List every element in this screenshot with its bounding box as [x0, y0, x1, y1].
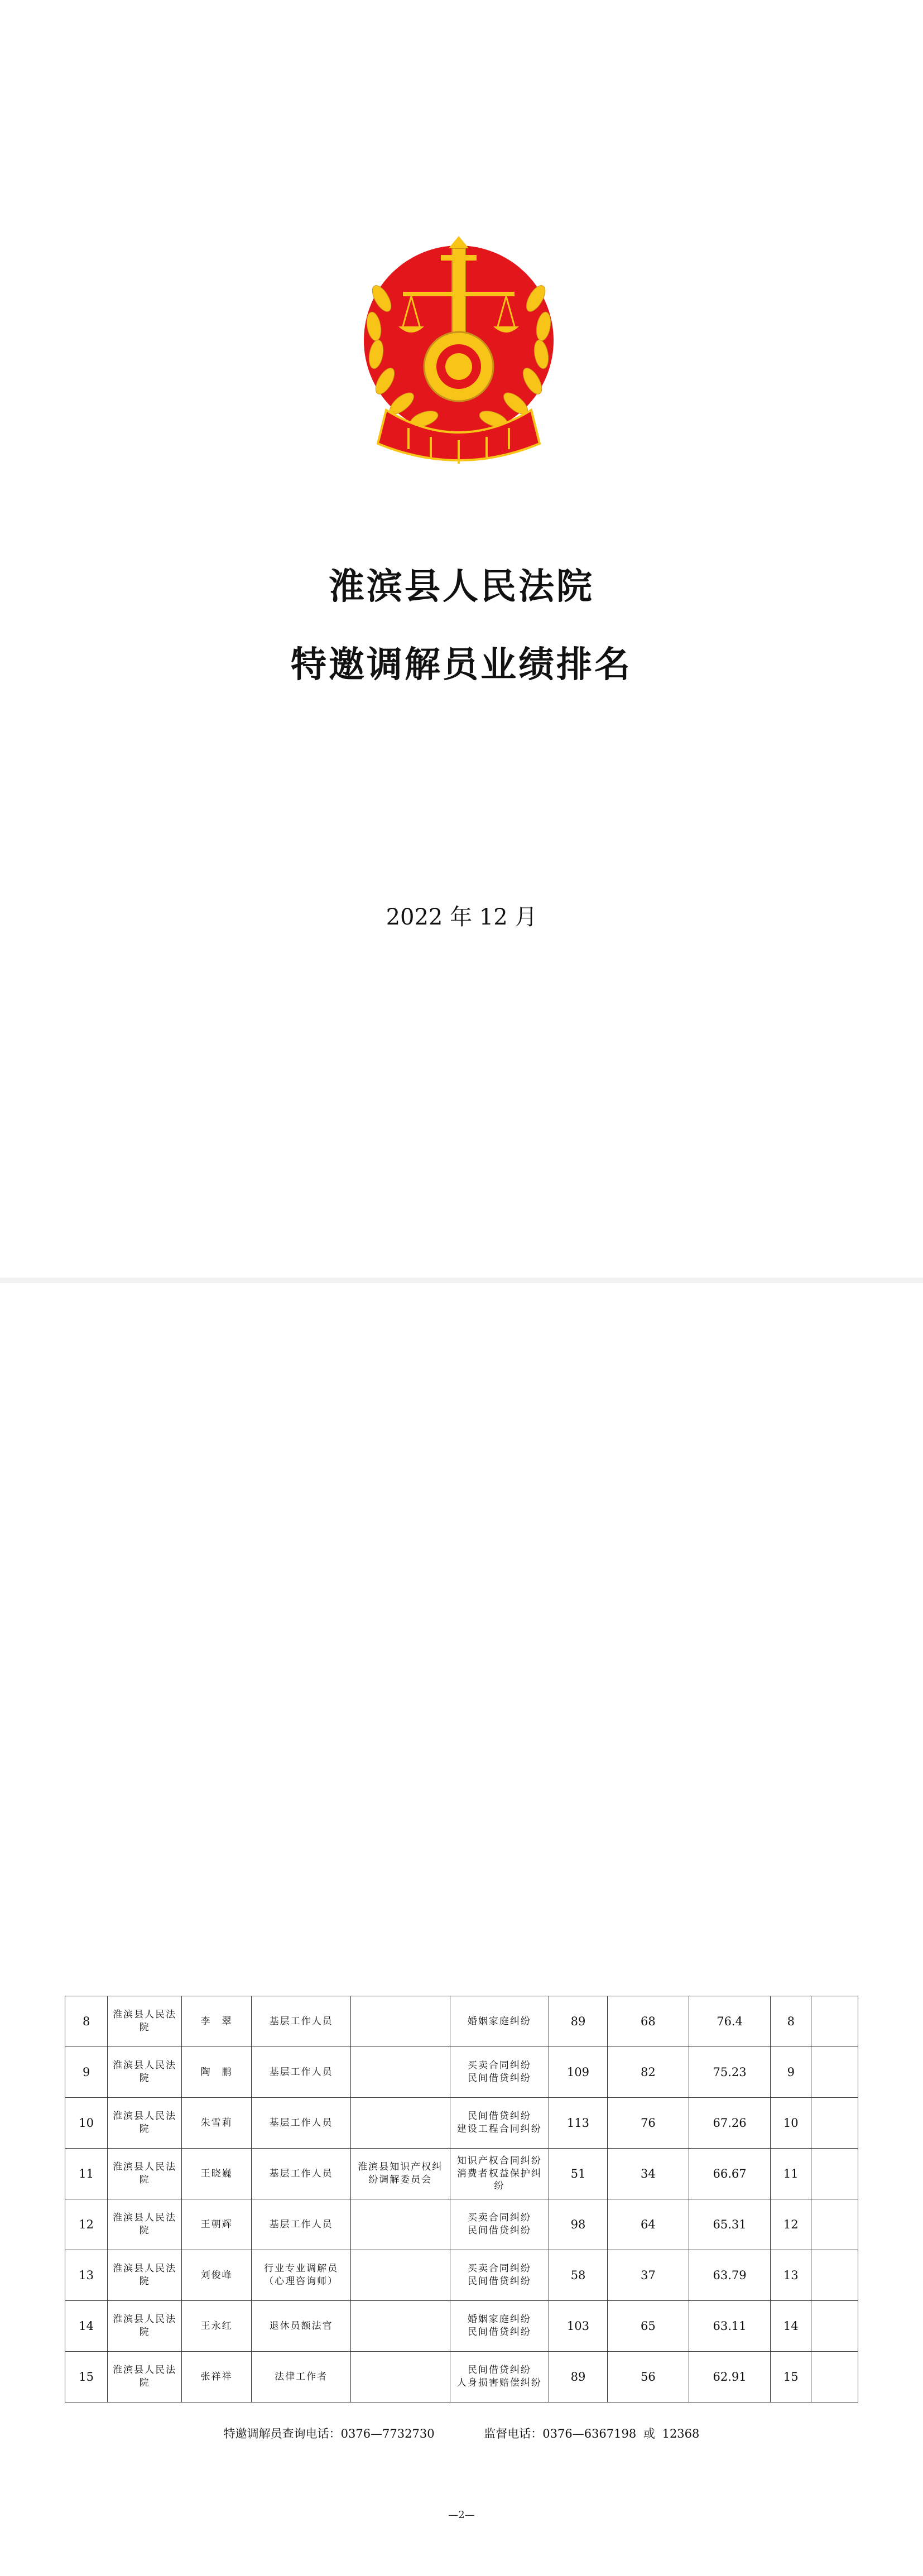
row-rank: 11 — [771, 2149, 811, 2199]
row-job: 基层工作人员 — [252, 2199, 351, 2250]
row-rank: 10 — [771, 2098, 811, 2149]
row-types: 民间借贷纠纷 建设工程合同纠纷 — [450, 2098, 549, 2149]
row-cases: 89 — [549, 2352, 607, 2402]
row-success: 68 — [607, 1996, 689, 2047]
row-org: 淮滨县知识产权纠纷调解委员会 — [350, 2149, 450, 2199]
row-no: 13 — [65, 2250, 108, 2301]
row-rank: 13 — [771, 2250, 811, 2301]
supervision-phone: 监督电话：0376—6367198 或 12368 — [484, 2427, 700, 2440]
row-types: 知识产权合同纠纷 消费者权益保护纠纷 — [450, 2149, 549, 2199]
row-job: 退休员额法官 — [252, 2301, 351, 2352]
row-name: 王朝辉 — [181, 2199, 251, 2250]
ranking-table-part-2 — [65, 1996, 858, 2402]
row-court: 淮滨县人民法院 — [108, 2199, 182, 2250]
cover-title-line-2: 特邀调解员业绩排名 — [291, 644, 632, 686]
row-job: 法律工作者 — [252, 2352, 351, 2402]
row-types: 婚姻家庭纠纷 民间借贷纠纷 — [450, 2301, 549, 2352]
cover-title-line-1: 淮滨县人民法院 — [329, 566, 594, 608]
row-cases: 98 — [549, 2199, 607, 2250]
row-types: 民间借贷纠纷 人身损害赔偿纠纷 — [450, 2352, 549, 2402]
row-rate: 67.26 — [689, 2098, 770, 2149]
row-success: 37 — [607, 2250, 689, 2301]
row-org — [350, 2301, 450, 2352]
row-rank: 14 — [771, 2301, 811, 2352]
row-note — [811, 2301, 858, 2352]
row-success: 65 — [607, 2301, 689, 2352]
page-one — [0, 0, 923, 1278]
row-court: 淮滨县人民法院 — [108, 2301, 182, 2352]
row-cases: 103 — [549, 2301, 607, 2352]
row-rate: 62.91 — [689, 2352, 770, 2402]
row-rate: 63.11 — [689, 2301, 770, 2352]
row-name: 陶 鹏 — [181, 2047, 251, 2098]
table-row — [65, 2047, 858, 2098]
row-success: 56 — [607, 2352, 689, 2402]
row-types: 买卖合同纠纷 民间借贷纠纷 — [450, 2199, 549, 2250]
row-types: 买卖合同纠纷 民间借贷纠纷 — [450, 2250, 549, 2301]
table-row — [65, 2301, 858, 2352]
row-note — [811, 2149, 858, 2199]
table-row — [65, 2098, 858, 2149]
row-org — [350, 2352, 450, 2402]
table-row — [65, 1996, 858, 2047]
row-court: 淮滨县人民法院 — [108, 2149, 182, 2199]
row-success: 34 — [607, 2149, 689, 2199]
row-org — [350, 2098, 450, 2149]
row-rank: 12 — [771, 2199, 811, 2250]
row-rank: 9 — [771, 2047, 811, 2098]
row-name: 王永红 — [181, 2301, 251, 2352]
row-job: 基层工作人员 — [252, 2149, 351, 2199]
row-cases: 51 — [549, 2149, 607, 2199]
table-row — [65, 2352, 858, 2402]
row-court: 淮滨县人民法院 — [108, 2352, 182, 2402]
row-cases: 58 — [549, 2250, 607, 2301]
inquiry-phone: 特邀调解员查询电话：0376—7732730 — [223, 2427, 435, 2440]
row-rate: 76.4 — [689, 1996, 770, 2047]
row-note — [811, 2352, 858, 2402]
row-cases: 109 — [549, 2047, 607, 2098]
row-success: 82 — [607, 2047, 689, 2098]
row-name: 刘俊峰 — [181, 2250, 251, 2301]
row-name: 王晓巍 — [181, 2149, 251, 2199]
row-no: 8 — [65, 1996, 108, 2047]
row-rank: 15 — [771, 2352, 811, 2402]
table-row — [65, 2199, 858, 2250]
row-note — [811, 2199, 858, 2250]
row-no: 11 — [65, 2149, 108, 2199]
cover-date: 2022 年 12 月 — [386, 904, 537, 930]
row-no: 14 — [65, 2301, 108, 2352]
row-no: 9 — [65, 2047, 108, 2098]
row-org — [350, 2250, 450, 2301]
row-cases: 113 — [549, 2098, 607, 2149]
row-job: 基层工作人员 — [252, 1996, 351, 2047]
row-court: 淮滨县人民法院 — [108, 2098, 182, 2149]
row-org — [350, 1996, 450, 2047]
row-org — [350, 2047, 450, 2098]
row-success: 76 — [607, 2098, 689, 2149]
row-court: 淮滨县人民法院 — [108, 2047, 182, 2098]
row-rate: 63.79 — [689, 2250, 770, 2301]
row-name: 李 翠 — [181, 1996, 251, 2047]
page-number-2: —2— — [448, 2509, 475, 2521]
footer-phones — [0, 2425, 923, 2442]
row-no: 10 — [65, 2098, 108, 2149]
row-success: 64 — [607, 2199, 689, 2250]
row-job: 基层工作人员 — [252, 2047, 351, 2098]
row-name: 朱雪莉 — [181, 2098, 251, 2149]
row-types: 买卖合同纠纷 民间借贷纠纷 — [450, 2047, 549, 2098]
court-emblem — [347, 220, 570, 477]
row-note — [811, 2098, 858, 2149]
row-note — [811, 1996, 858, 2047]
row-job: 基层工作人员 — [252, 2098, 351, 2149]
row-name: 张祥祥 — [181, 2352, 251, 2402]
row-note — [811, 2047, 858, 2098]
row-no: 15 — [65, 2352, 108, 2402]
row-job: 行业专业调解员（心理咨询师） — [252, 2250, 351, 2301]
row-no: 12 — [65, 2199, 108, 2250]
row-rate: 66.67 — [689, 2149, 770, 2199]
row-types: 婚姻家庭纠纷 — [450, 1996, 549, 2047]
row-court: 淮滨县人民法院 — [108, 2250, 182, 2301]
table-row — [65, 2250, 858, 2301]
row-rank: 8 — [771, 1996, 811, 2047]
row-org — [350, 2199, 450, 2250]
row-court: 淮滨县人民法院 — [108, 1996, 182, 2047]
row-rate: 75.23 — [689, 2047, 770, 2098]
row-rate: 65.31 — [689, 2199, 770, 2250]
table-row — [65, 2149, 858, 2199]
row-cases: 89 — [549, 1996, 607, 2047]
row-note — [811, 2250, 858, 2301]
